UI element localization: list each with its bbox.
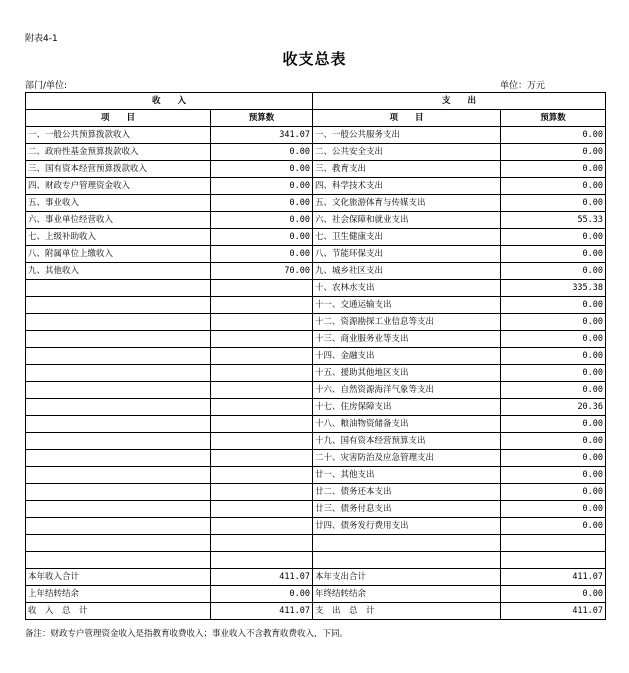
income-item-cell [26, 314, 211, 331]
expense-header: 支 出 [313, 93, 606, 110]
expense-value-cell: 0.00 [501, 314, 606, 331]
expense-value-cell: 411.07 [501, 603, 606, 620]
income-item-cell [26, 535, 211, 552]
expense-item-cell: 八、节能环保支出 [313, 246, 501, 263]
table-row [26, 246, 606, 263]
table-row [26, 161, 606, 178]
table-row [26, 331, 606, 348]
attachment-number: 附表4-1 [25, 34, 58, 44]
expense-value-cell: 0.00 [501, 450, 606, 467]
table-row [26, 144, 606, 161]
expense-item-cell: 年终结转结余 [313, 586, 501, 603]
expense-item-cell: 九、城乡社区支出 [313, 263, 501, 280]
department-label: 部门/单位: [25, 81, 68, 91]
total-row [26, 586, 606, 603]
income-item-cell [26, 501, 211, 518]
income-item-cell: 本年收入合计 [26, 569, 211, 586]
expense-budget-header: 预算数 [501, 110, 606, 127]
expense-value-cell: 0.00 [501, 246, 606, 263]
expense-value-cell: 0.00 [501, 161, 606, 178]
income-item-cell [26, 433, 211, 450]
expense-value-cell: 0.00 [501, 382, 606, 399]
table-row [26, 280, 606, 297]
income-item-cell [26, 518, 211, 535]
income-value-cell [211, 467, 313, 484]
income-item-cell [26, 552, 211, 569]
expense-item-cell: 十五、援助其他地区支出 [313, 365, 501, 382]
expense-value-cell: 0.00 [501, 229, 606, 246]
table-row [26, 348, 606, 365]
expense-item-cell: 十九、国有资本经营预算支出 [313, 433, 501, 450]
income-value-cell [211, 348, 313, 365]
expense-item-cell: 本年支出合计 [313, 569, 501, 586]
table-row [26, 518, 606, 535]
income-value-cell: 0.00 [211, 178, 313, 195]
expense-value-cell: 0.00 [501, 144, 606, 161]
income-item-cell: 七、上级补助收入 [26, 229, 211, 246]
expense-value-cell: 0.00 [501, 331, 606, 348]
table-row [26, 127, 606, 144]
table-row [26, 450, 606, 467]
expense-value-cell: 0.00 [501, 518, 606, 535]
income-value-cell: 411.07 [211, 603, 313, 620]
table-row [26, 433, 606, 450]
expense-item-cell [313, 552, 501, 569]
budget-summary-table [25, 92, 606, 620]
income-value-cell: 0.00 [211, 212, 313, 229]
expense-item-cell: 十四、金融支出 [313, 348, 501, 365]
table-row [26, 467, 606, 484]
income-value-cell: 70.00 [211, 263, 313, 280]
table-row [26, 314, 606, 331]
income-item-cell: 三、国有资本经营预算拨款收入 [26, 161, 211, 178]
expense-item-cell: 廿三、债务付息支出 [313, 501, 501, 518]
income-item-cell: 五、事业收入 [26, 195, 211, 212]
income-item-header: 项 目 [26, 110, 211, 127]
table-row [26, 399, 606, 416]
table-row [26, 552, 606, 569]
income-value-cell: 0.00 [211, 586, 313, 603]
income-item-cell [26, 280, 211, 297]
expense-item-cell: 十二、资源勘探工业信息等支出 [313, 314, 501, 331]
table-row [26, 382, 606, 399]
expense-item-cell: 十六、自然资源海洋气象等支出 [313, 382, 501, 399]
expense-item-cell [313, 535, 501, 552]
income-value-cell: 0.00 [211, 195, 313, 212]
expense-item-cell: 三、教育支出 [313, 161, 501, 178]
expense-item-cell: 五、文化旅游体育与传媒支出 [313, 195, 501, 212]
income-value-cell: 0.00 [211, 229, 313, 246]
income-item-cell [26, 348, 211, 365]
section-header-row [26, 93, 606, 110]
income-item-cell [26, 297, 211, 314]
expense-value-cell: 0.00 [501, 416, 606, 433]
table-row [26, 263, 606, 280]
income-item-cell [26, 399, 211, 416]
expense-item-cell: 六、社会保障和就业支出 [313, 212, 501, 229]
expense-value-cell: 0.00 [501, 297, 606, 314]
unit-label: 单位：万元 [500, 81, 546, 91]
expense-value-cell: 0.00 [501, 501, 606, 518]
income-value-cell [211, 382, 313, 399]
table-row [26, 297, 606, 314]
income-value-cell [211, 501, 313, 518]
income-value-cell [211, 399, 313, 416]
income-budget-header: 预算数 [211, 110, 313, 127]
income-item-cell: 六、事业单位经营收入 [26, 212, 211, 229]
expense-item-cell: 廿四、债务发行费用支出 [313, 518, 501, 535]
expense-item-cell: 支 出 总 计 [313, 603, 501, 620]
expense-value-cell: 0.00 [501, 467, 606, 484]
expense-value-cell: 0.00 [501, 348, 606, 365]
table-row [26, 365, 606, 382]
income-value-cell [211, 433, 313, 450]
income-header: 收 入 [26, 93, 313, 110]
income-item-cell [26, 484, 211, 501]
expense-value-cell: 0.00 [501, 178, 606, 195]
income-item-cell [26, 331, 211, 348]
column-header-row [26, 110, 606, 127]
expense-value-cell: 20.36 [501, 399, 606, 416]
income-item-cell [26, 467, 211, 484]
income-item-cell: 一、一般公共预算拨款收入 [26, 127, 211, 144]
expense-item-cell: 十、农林水支出 [313, 280, 501, 297]
table-row [26, 501, 606, 518]
income-item-cell: 二、政府性基金预算拨款收入 [26, 144, 211, 161]
income-item-cell [26, 416, 211, 433]
expense-item-cell: 十一、交通运输支出 [313, 297, 501, 314]
income-item-cell: 收 入 总 计 [26, 603, 211, 620]
expense-item-cell: 廿二、债务还本支出 [313, 484, 501, 501]
expense-value-cell: 0.00 [501, 127, 606, 144]
expense-value-cell: 55.33 [501, 212, 606, 229]
income-item-cell: 九、其他收入 [26, 263, 211, 280]
expense-item-cell: 十三、商业服务业等支出 [313, 331, 501, 348]
expense-item-cell: 四、科学技术支出 [313, 178, 501, 195]
footnote: 备注：财政专户管理资金收入是指教育收费收入；事业收入不含教育收费收入，下同。 [25, 629, 349, 639]
expense-value-cell: 0.00 [501, 365, 606, 382]
income-value-cell: 0.00 [211, 144, 313, 161]
income-item-cell [26, 365, 211, 382]
table-row [26, 484, 606, 501]
expense-item-cell: 七、卫生健康支出 [313, 229, 501, 246]
expense-item-cell: 廿一、其他支出 [313, 467, 501, 484]
expense-value-cell: 0.00 [501, 484, 606, 501]
income-value-cell [211, 280, 313, 297]
expense-value-cell: 0.00 [501, 586, 606, 603]
income-value-cell [211, 365, 313, 382]
expense-value-cell: 0.00 [501, 195, 606, 212]
income-value-cell [211, 331, 313, 348]
table-row [26, 535, 606, 552]
expense-item-header: 项 目 [313, 110, 501, 127]
expense-value-cell: 335.38 [501, 280, 606, 297]
expense-item-cell: 二十、灾害防治及应急管理支出 [313, 450, 501, 467]
income-item-cell [26, 450, 211, 467]
income-item-cell: 四、财政专户管理资金收入 [26, 178, 211, 195]
income-value-cell: 0.00 [211, 246, 313, 263]
page-title: 收支总表 [282, 50, 347, 68]
income-value-cell: 411.07 [211, 569, 313, 586]
income-item-cell: 上年结转结余 [26, 586, 211, 603]
total-row [26, 569, 606, 586]
income-value-cell [211, 518, 313, 535]
total-row [26, 603, 606, 620]
income-value-cell [211, 416, 313, 433]
income-value-cell [211, 297, 313, 314]
expense-value-cell: 0.00 [501, 263, 606, 280]
income-item-cell: 八、附属单位上缴收入 [26, 246, 211, 263]
table-row [26, 212, 606, 229]
income-value-cell [211, 450, 313, 467]
income-value-cell: 341.07 [211, 127, 313, 144]
expense-item-cell: 一、一般公共服务支出 [313, 127, 501, 144]
expense-item-cell: 十八、粮油物资储备支出 [313, 416, 501, 433]
table-row [26, 178, 606, 195]
expense-value-cell: 411.07 [501, 569, 606, 586]
expense-item-cell: 二、公共安全支出 [313, 144, 501, 161]
table-row [26, 229, 606, 246]
expense-value-cell: 0.00 [501, 433, 606, 450]
table-row [26, 195, 606, 212]
expense-item-cell: 十七、住房保障支出 [313, 399, 501, 416]
income-value-cell [211, 314, 313, 331]
income-value-cell [211, 535, 313, 552]
income-item-cell [26, 382, 211, 399]
table-row [26, 416, 606, 433]
expense-value-cell [501, 552, 606, 569]
expense-value-cell [501, 535, 606, 552]
income-value-cell [211, 484, 313, 501]
income-value-cell [211, 552, 313, 569]
income-value-cell: 0.00 [211, 161, 313, 178]
